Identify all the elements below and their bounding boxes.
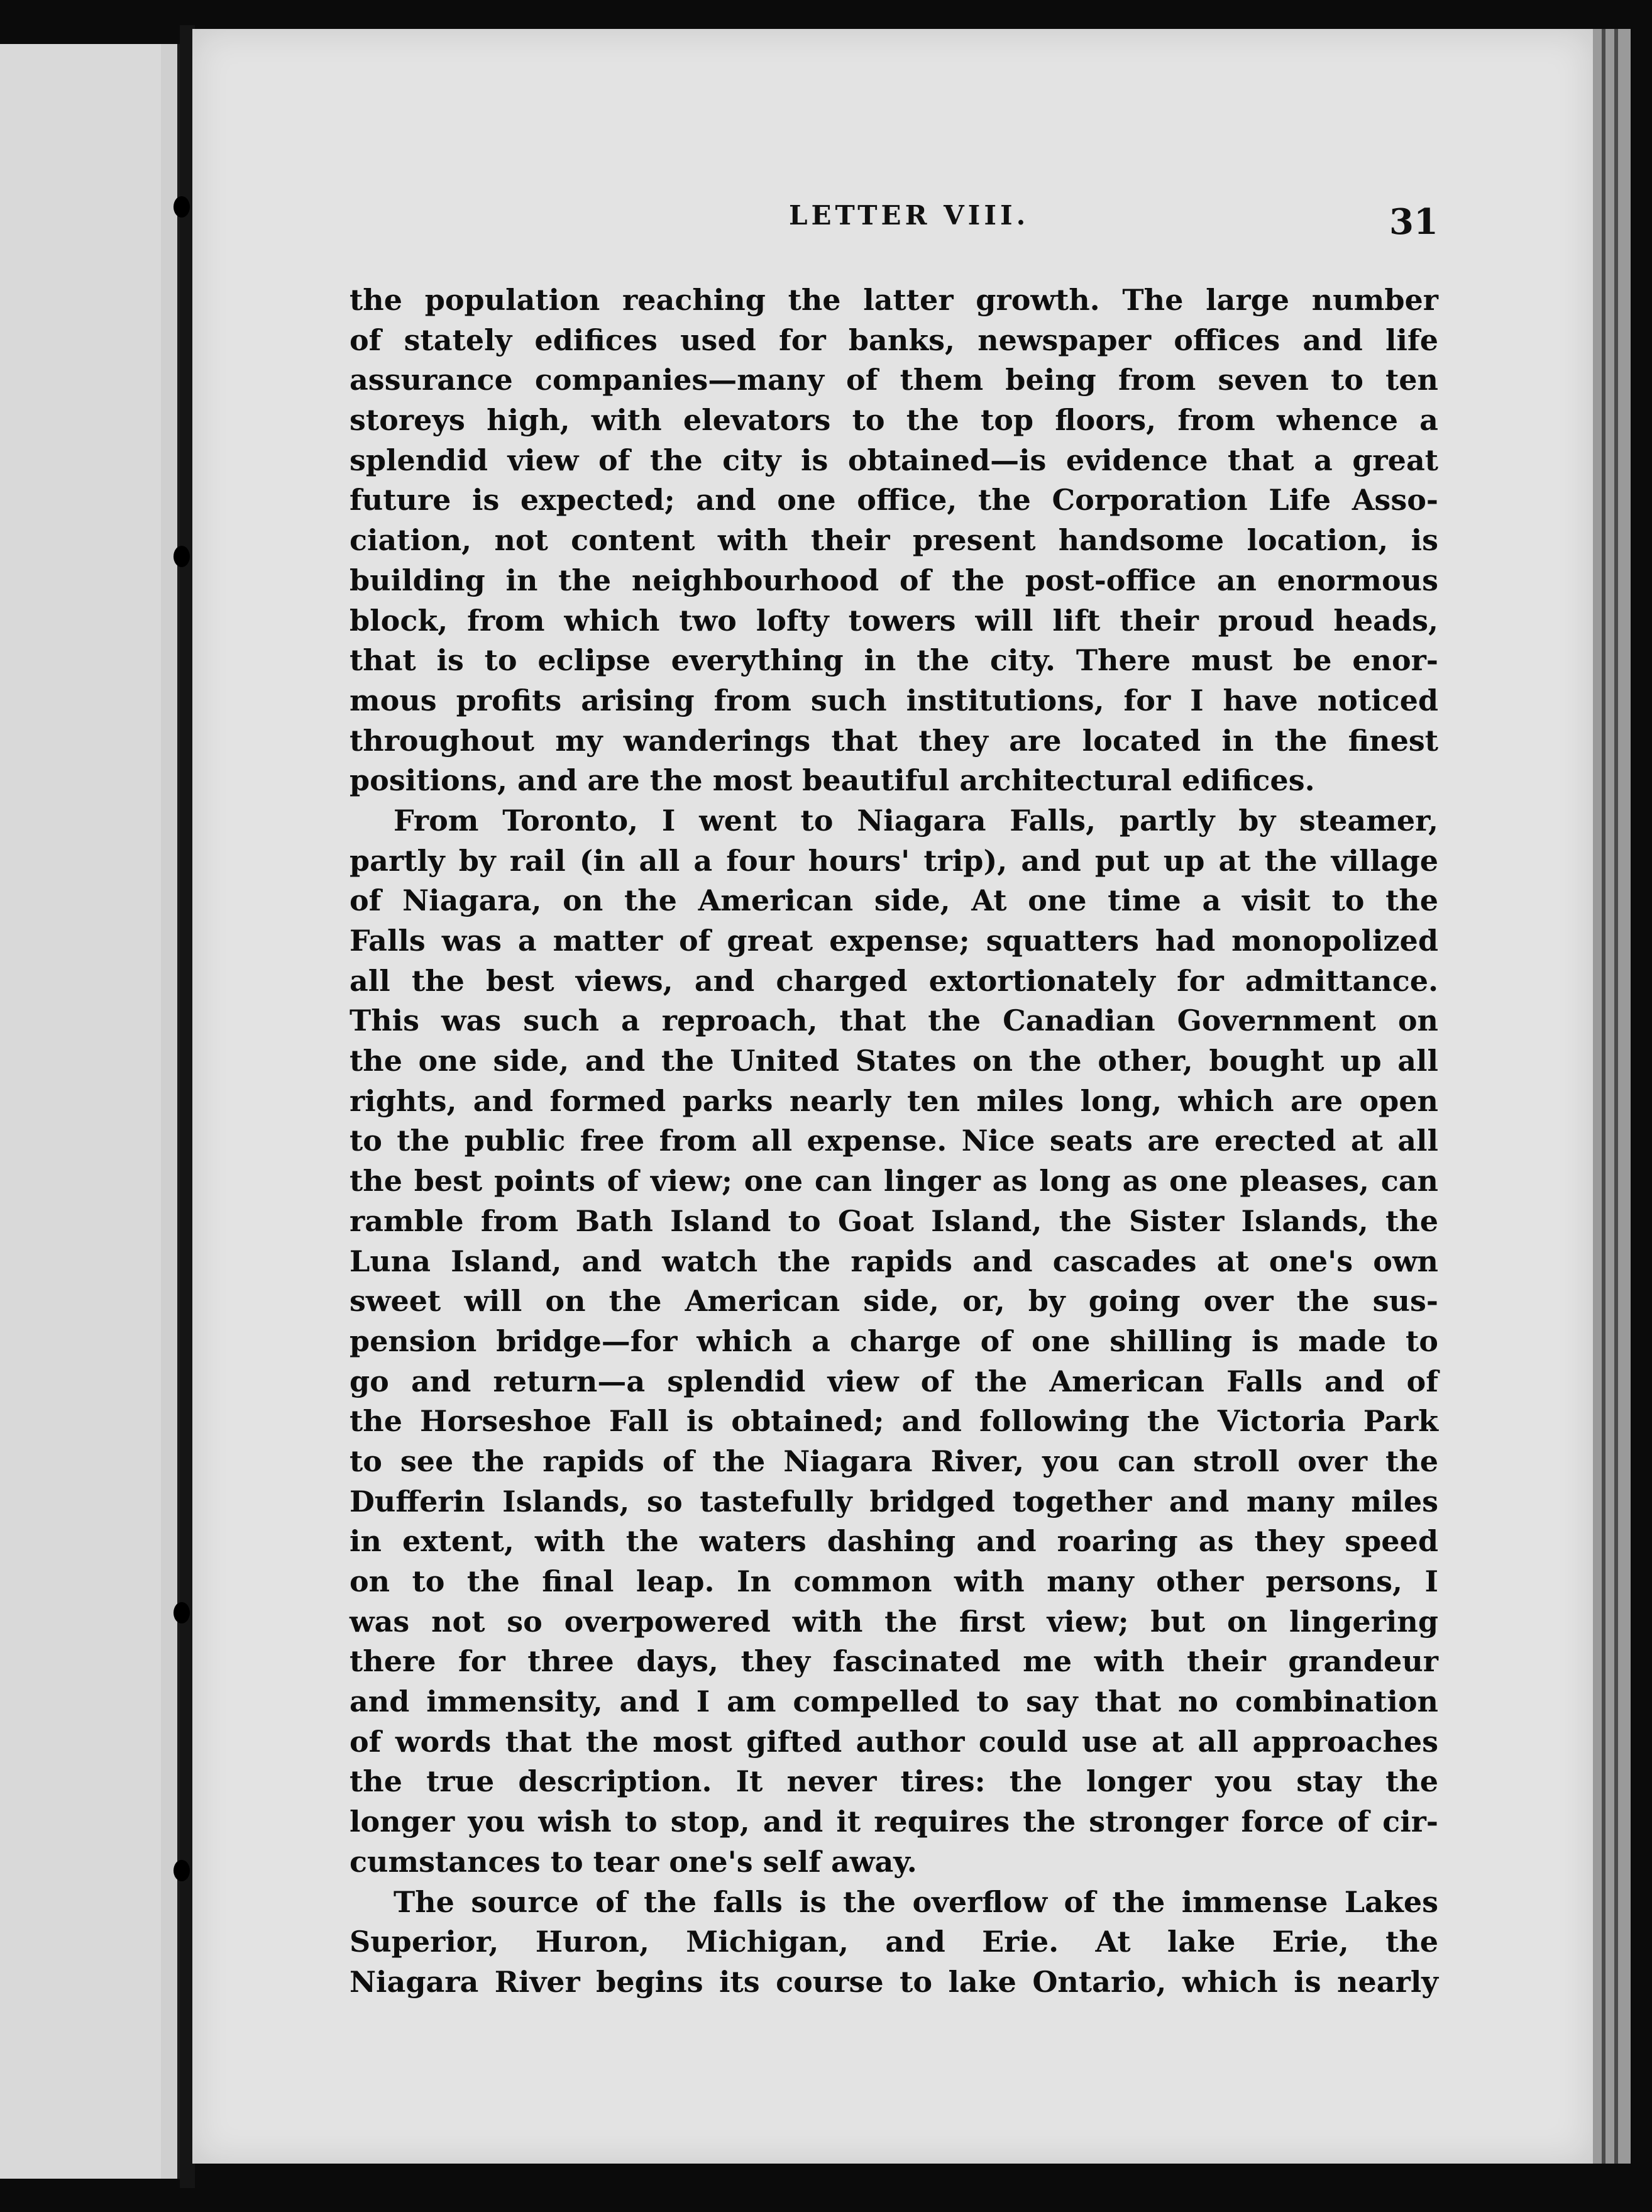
text-line: partly by rail (in all a four hours' trip), and put up at the village	[350, 843, 1438, 878]
paragraph	[350, 280, 1438, 801]
binding-stitch	[173, 1860, 190, 1881]
text-line: storeys high, with elevators to the top floors, from whence a	[350, 403, 1438, 438]
text-line: and immensity, and I am compelled to say that no combination	[350, 1684, 1438, 1719]
text-line: building in the neighbourhood of the post-office an enormous	[350, 563, 1438, 597]
text-line: the Horseshoe Fall is obtained; and following the Victoria Park	[350, 1404, 1438, 1439]
text-line: of stately edifices used for banks, newspaper offices and life	[350, 323, 1438, 357]
page-number: 31	[1389, 201, 1438, 243]
text-line: there for three days, they fascinated me with their grandeur	[350, 1644, 1438, 1679]
text-line: future is expected; and one office, the Corporation Life Asso-	[350, 483, 1438, 517]
text-line: The source of the falls is the overflow of the immense Lakes	[394, 1884, 1438, 1919]
text-line: ramble from Bath Island to Goat Island, the Sister Islands, the	[350, 1203, 1438, 1238]
text-line: the best points of view; one can linger as long as one pleases, can	[350, 1164, 1438, 1198]
text-line: splendid view of the city is obtained—is evidence that a great	[350, 443, 1438, 477]
text-line: assurance companies—many of them being from seven to ten	[350, 363, 1438, 397]
text-line: Falls was a matter of great expense; squatters had monopolized	[350, 924, 1438, 958]
text-line: of words that the most gifted author could use at all approaches	[350, 1724, 1438, 1759]
text-line: throughout my wanderings that they are located in the finest	[350, 723, 1438, 758]
text-line: the population reaching the latter growth. The large number	[350, 283, 1438, 317]
text-line: cumstances to tear one's self away.	[350, 1844, 917, 1879]
text-line: Dufferin Islands, so tastefully bridged together and many miles	[350, 1484, 1438, 1518]
text-line: sweet will on the American side, or, by going over the sus-	[350, 1284, 1438, 1319]
text-line: positions, and are the most beautiful architectural edifices.	[350, 763, 1315, 798]
paragraph	[350, 801, 1438, 1883]
text-line: Superior, Huron, Michigan, and Erie. At lake Erie, the	[350, 1925, 1438, 1959]
binding-stitch	[173, 196, 190, 218]
text-line: mous profits arising from such institutions, for I have noticed	[350, 683, 1438, 717]
binding-stitch	[173, 546, 190, 567]
text-line: the one side, and the United States on the other, bought up all	[350, 1044, 1438, 1078]
text-line: in extent, with the waters dashing and roaring as they speed	[350, 1524, 1438, 1559]
text-line: the true description. It never tires: the longer you stay the	[350, 1764, 1438, 1799]
text-line: to the public free from all expense. Nice seats are erected at all	[350, 1124, 1438, 1158]
facing-page-edge	[0, 44, 180, 2179]
text-line: longer you wish to stop, and it requires the stronger force of cir-	[350, 1805, 1438, 1839]
text-line: on to the final leap. In common with many other persons, I	[350, 1564, 1438, 1598]
text-line: pension bridge—for which a charge of one shilling is made to	[350, 1324, 1438, 1358]
text-line: ciation, not content with their present handsome location, is	[350, 523, 1438, 558]
text-line: Niagara River begins its course to lake Ontario, which is nearly	[350, 1964, 1438, 1999]
text-line: to see the rapids of the Niagara River, you can stroll over the	[350, 1444, 1438, 1478]
body-text	[350, 280, 1438, 2003]
text-line: From Toronto, I went to Niagara Falls, partly by steamer,	[394, 803, 1438, 838]
text-line: all the best views, and charged extortionately for admittance.	[350, 963, 1438, 998]
text-line: rights, and formed parks nearly ten miles long, which are open	[350, 1083, 1438, 1118]
text-line: go and return—a splendid view of the American Falls and of	[350, 1364, 1438, 1398]
paragraph	[350, 1883, 1438, 2003]
text-line: Luna Island, and watch the rapids and cascades at one's own	[350, 1244, 1438, 1278]
running-head: LETTER VIII.	[789, 200, 1030, 231]
text-line: was not so overpowered with the first view; but on lingering	[350, 1604, 1438, 1639]
text-line: This was such a reproach, that the Canadian Government on	[350, 1004, 1438, 1038]
binding-stitch	[173, 1602, 190, 1623]
text-line: block, from which two lofty towers will lift their proud heads,	[350, 603, 1438, 638]
page-stack-edge	[1593, 29, 1631, 2164]
text-line: that is to eclipse everything in the city. There must be enor-	[350, 643, 1438, 678]
text-line: of Niagara, on the American side, At one time a visit to the	[350, 883, 1438, 918]
